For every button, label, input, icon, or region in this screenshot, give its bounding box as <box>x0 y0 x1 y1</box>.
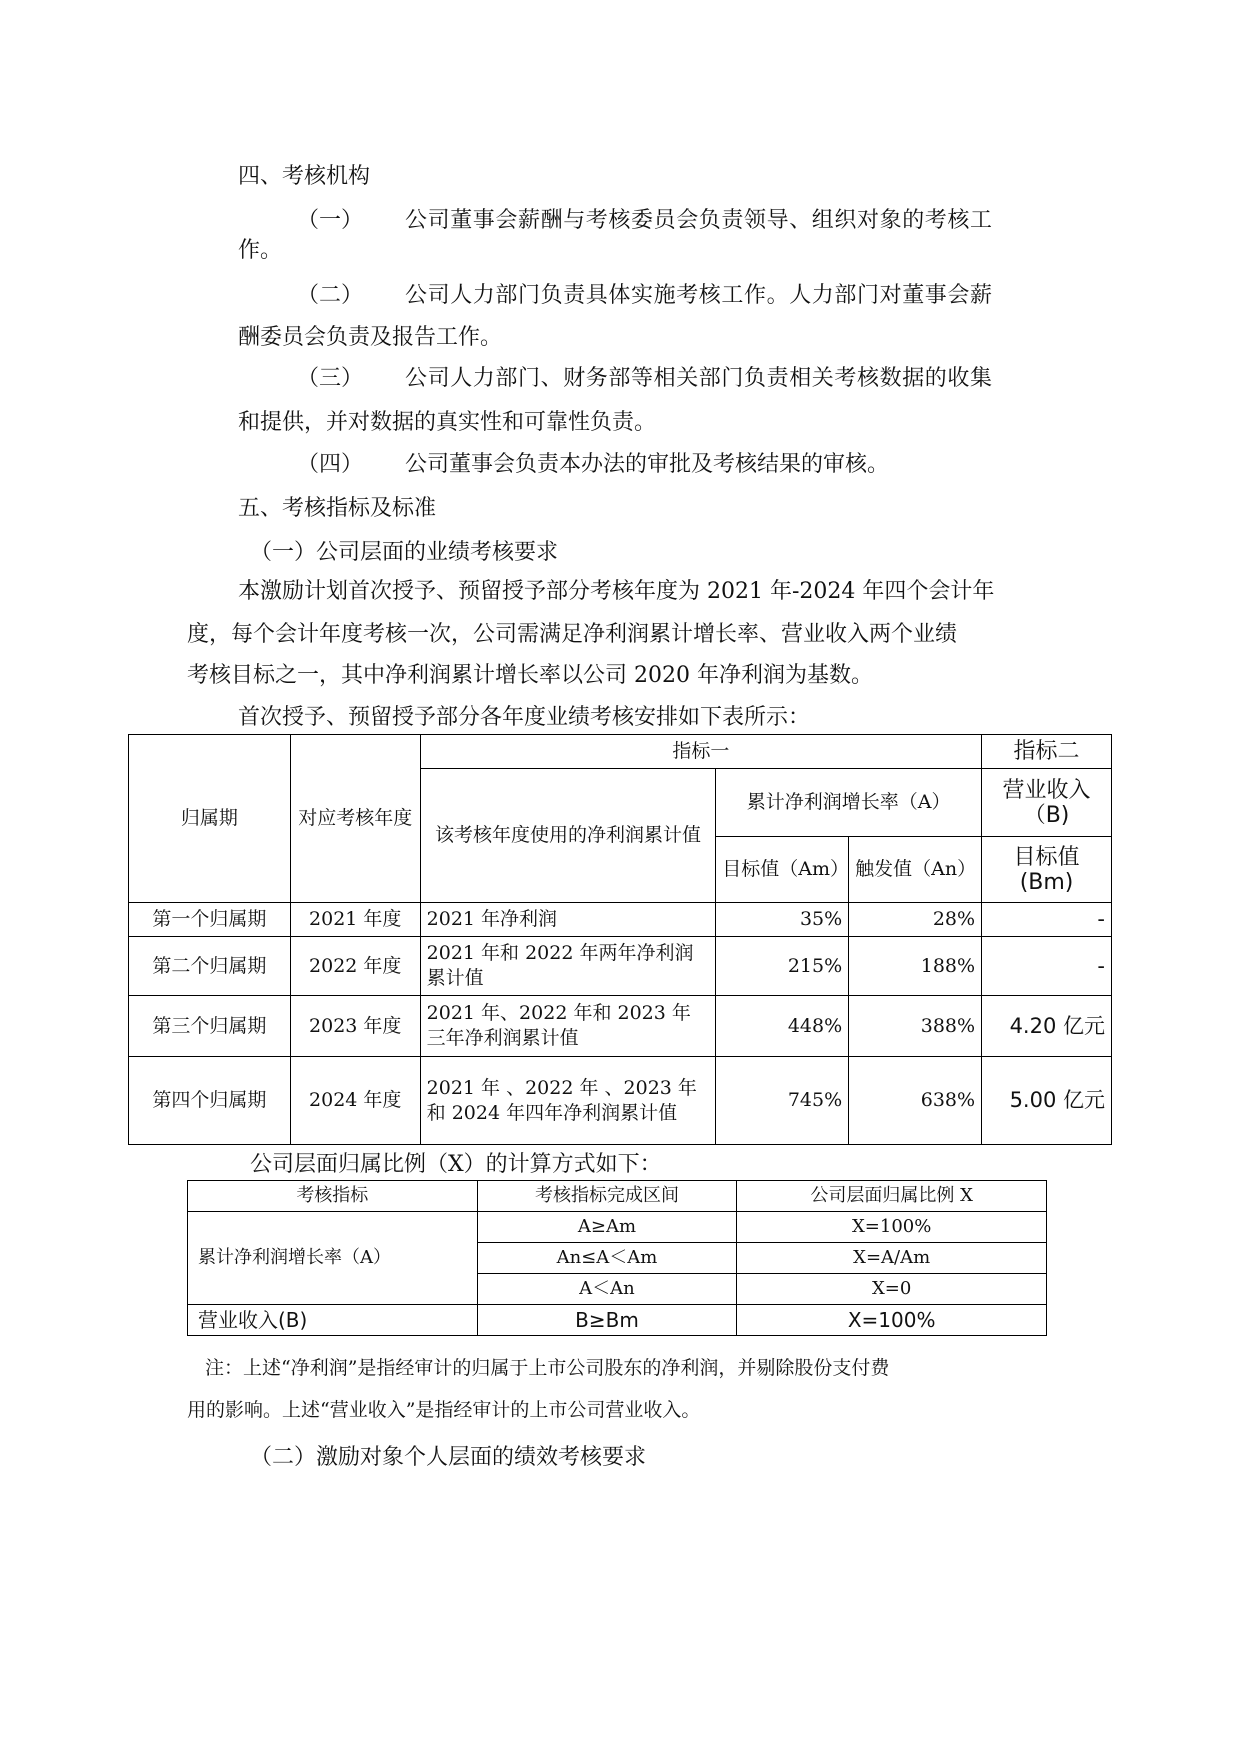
header-growth-rate: 累计净利润增长率（A） <box>716 769 982 837</box>
t2-ratio-3: X=0 <box>737 1274 1047 1305</box>
row4-an: 638% <box>849 1057 982 1145</box>
row3-am: 448% <box>716 996 849 1057</box>
para-line2: 度，每个会计年度考核一次，公司需满足净利润累计增长率、营业收入两个业绩 <box>187 622 958 647</box>
t2-revenue-ratio: X=100% <box>737 1305 1047 1336</box>
row3-year: 2023 年度 <box>290 996 420 1057</box>
performance-targets-table <box>128 734 1112 1145</box>
item1-line2: 作。 <box>238 238 283 263</box>
row2-basis: 2021 年和 2022 年两年净利润累计值 <box>420 937 716 996</box>
t2-growth-label: 累计净利润增长率（A） <box>188 1212 478 1305</box>
row1-am: 35% <box>716 903 849 937</box>
t2-range-2: An≤A＜Am <box>477 1243 737 1274</box>
row3-an: 388% <box>849 996 982 1057</box>
sub2-heading: （二）激励对象个人层面的绩效考核要求 <box>250 1445 647 1470</box>
item1-line1: 公司董事会薪酬与考核委员会负责领导、组织对象的考核工 <box>405 208 993 233</box>
item2-number: （二） <box>297 283 364 308</box>
t2-revenue-label: 营业收入(B) <box>188 1305 478 1336</box>
row1-bm: - <box>982 903 1112 937</box>
row4-basis: 2021 年 、2022 年 、2023 年和 2024 年四年净利润累计值 <box>420 1057 716 1145</box>
t2-header-range: 考核指标完成区间 <box>477 1181 737 1212</box>
row2-am: 215% <box>716 937 849 996</box>
table-row <box>129 1057 1112 1145</box>
item3-number: （三） <box>297 366 364 391</box>
row3-basis: 2021 年、2022 年和 2023 年三年净利润累计值 <box>420 996 716 1057</box>
row3-period: 第三个归属期 <box>129 996 291 1057</box>
row2-year: 2022 年度 <box>290 937 420 996</box>
header-trigger-an: 触发值（An） <box>849 837 982 903</box>
t2-ratio-1: X=100% <box>737 1212 1047 1243</box>
item2-line2: 酬委员会负责及报告工作。 <box>238 325 503 350</box>
sub1-heading: （一）公司层面的业绩考核要求 <box>250 540 559 565</box>
header-target-bm: 目标值(Bm) <box>982 837 1112 903</box>
header-period: 归属期 <box>129 735 291 903</box>
row2-bm: - <box>982 937 1112 996</box>
t2-revenue-range: B≥Bm <box>477 1305 737 1336</box>
para-line3: 考核目标之一，其中净利润累计增长率以公司 2020 年净利润为基数。 <box>187 663 873 688</box>
row4-bm: 5.00 亿元 <box>982 1057 1112 1145</box>
header-np-basis: 该考核年度使用的净利润累计值 <box>420 769 716 903</box>
note-line2: 用的影响。上述“营业收入”是指经审计的上市公司营业收入。 <box>187 1399 701 1421</box>
item3-line1: 公司人力部门、财务部等相关部门负责相关考核数据的收集 <box>405 366 993 391</box>
section5-heading: 五、考核指标及标准 <box>238 496 437 521</box>
row2-period: 第二个归属期 <box>129 937 291 996</box>
item4-number: （四） <box>297 452 364 477</box>
t2-header-indicator: 考核指标 <box>188 1181 478 1212</box>
t2-ratio-2: X=A/Am <box>737 1243 1047 1274</box>
section4-heading: 四、考核机构 <box>238 164 371 189</box>
x-ratio-intro: 公司层面归属比例（X）的计算方式如下： <box>250 1152 662 1177</box>
para-line1: 本激励计划首次授予、预留授予部分考核年度为 2021 年-2024 年四个会计年 <box>238 579 995 604</box>
ratio-calculation-table <box>187 1180 1047 1336</box>
item3-line2: 和提供，并对数据的真实性和可靠性负责。 <box>238 410 657 435</box>
table-row <box>129 937 1112 996</box>
row1-basis: 2021 年净利润 <box>420 903 716 937</box>
row4-am: 745% <box>716 1057 849 1145</box>
row2-an: 188% <box>849 937 982 996</box>
row1-an: 28% <box>849 903 982 937</box>
row4-period: 第四个归属期 <box>129 1057 291 1145</box>
table-row <box>129 996 1112 1057</box>
table1-intro: 首次授予、预留授予部分各年度业绩考核安排如下表所示： <box>238 705 811 730</box>
row1-period: 第一个归属期 <box>129 903 291 937</box>
table-row <box>188 1212 1047 1243</box>
t2-range-1: A≥Am <box>477 1212 737 1243</box>
t2-header-ratio: 公司层面归属比例 X <box>737 1181 1047 1212</box>
header-target-am: 目标值（Am） <box>716 837 849 903</box>
header-indicator1: 指标一 <box>420 735 981 769</box>
row3-bm: 4.20 亿元 <box>982 996 1112 1057</box>
table-row <box>129 903 1112 937</box>
header-revenue: 营业收入（B) <box>982 769 1112 837</box>
header-indicator2: 指标二 <box>982 735 1112 769</box>
item1-number: （一） <box>297 208 364 233</box>
item4-line1: 公司董事会负责本办法的审批及考核结果的审核。 <box>405 452 890 477</box>
row1-year: 2021 年度 <box>290 903 420 937</box>
note-line1: 注：上述“净利润”是指经审计的归属于上市公司股东的净利润，并剔除股份支付费 <box>205 1357 890 1379</box>
row4-year: 2024 年度 <box>290 1057 420 1145</box>
t2-range-3: A＜An <box>477 1274 737 1305</box>
table-row <box>188 1305 1047 1336</box>
header-year: 对应考核年度 <box>290 735 420 903</box>
item2-line1: 公司人力部门负责具体实施考核工作。人力部门对董事会薪 <box>405 283 993 308</box>
